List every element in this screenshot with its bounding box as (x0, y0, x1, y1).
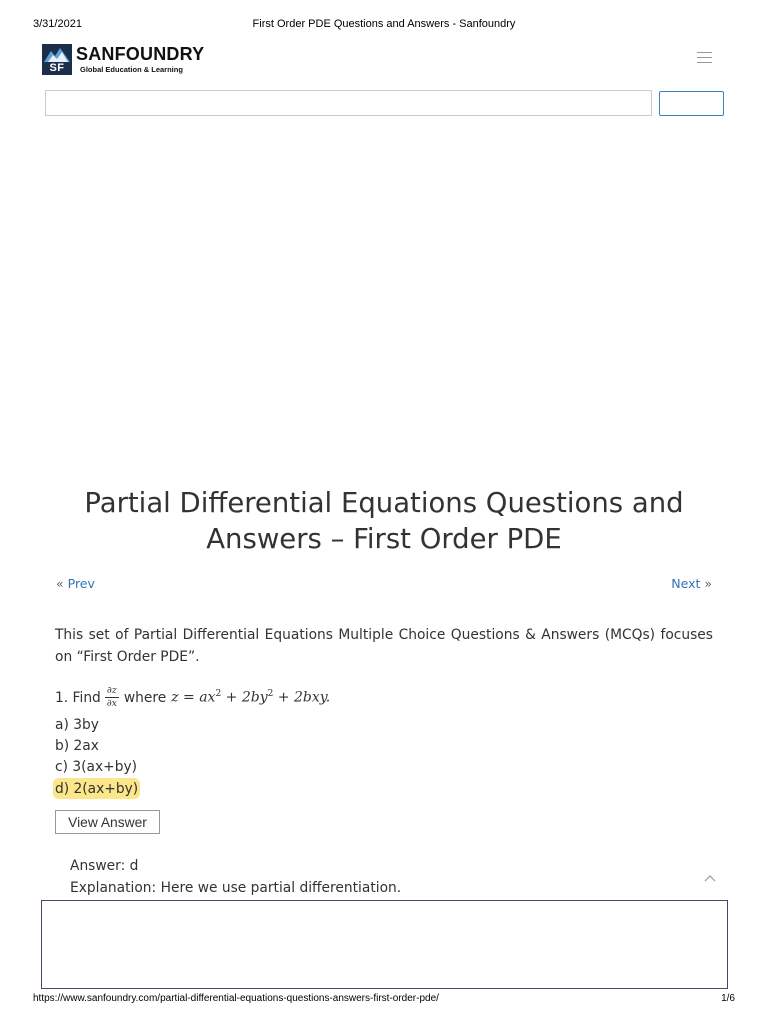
equation-sup-1: 2 (215, 689, 222, 700)
intro-paragraph: This set of Partial Differential Equations Multiple Choice Questions & Answers (MCQs) focuses on “First Order PDE”. (55, 627, 713, 665)
next-link-container (671, 576, 712, 591)
page-title: Partial Differential Equations Questions and Answers – First Order PDE (84, 487, 684, 555)
question-text (55, 686, 330, 709)
question-equation (171, 689, 330, 706)
explanation-text: Explanation: Here we use partial differentiation. (70, 880, 402, 896)
fraction-numerator: ∂z (106, 685, 117, 696)
chevron-up-icon[interactable] (703, 874, 717, 884)
logo-name: SANFOUNDRY (76, 43, 205, 64)
next-link[interactable]: Next (671, 576, 701, 591)
print-page-number: 1/6 (721, 993, 735, 1004)
equation-lhs: z = ax (171, 689, 216, 706)
answer-text: Answer: d (70, 858, 139, 874)
equation-sup-2: 2 (267, 689, 274, 700)
site-logo[interactable] (42, 43, 204, 75)
logo-mark-text: SF (49, 61, 65, 74)
print-url: https://www.sanfoundry.com/partial-differential-equations-questions-answers-first-order-pde/ (33, 993, 439, 1004)
option-a: a) 3by (55, 717, 99, 733)
prev-link[interactable]: Prev (67, 576, 95, 591)
search-input[interactable] (45, 90, 652, 116)
fraction-denominator: ∂x (106, 698, 117, 709)
hamburger-menu-icon[interactable] (697, 52, 712, 64)
next-marker: » (700, 576, 712, 591)
partial-derivative-fraction (105, 686, 119, 709)
logo-tagline: Global Education & Learning (80, 64, 183, 74)
prev-marker: « (56, 576, 68, 591)
option-c: c) 3(ax+by) (55, 759, 137, 775)
logo-mark-icon (42, 44, 72, 75)
prev-link-container (56, 576, 95, 591)
question-prefix: 1. Find (55, 689, 101, 706)
equation-mid: + 2by (221, 689, 268, 706)
question-connector: where (123, 689, 167, 706)
search-button[interactable] (659, 91, 724, 116)
view-answer-button[interactable]: View Answer (55, 810, 160, 834)
print-page-title: First Order PDE Questions and Answers - Sanfoundry (252, 18, 516, 30)
equation-end: + 2bxy. (273, 689, 331, 706)
ad-banner-box[interactable] (41, 900, 728, 989)
option-d-highlighted: d) 2(ax+by) (53, 778, 140, 799)
print-date: 3/31/2021 (33, 18, 82, 30)
option-b: b) 2ax (55, 738, 99, 754)
